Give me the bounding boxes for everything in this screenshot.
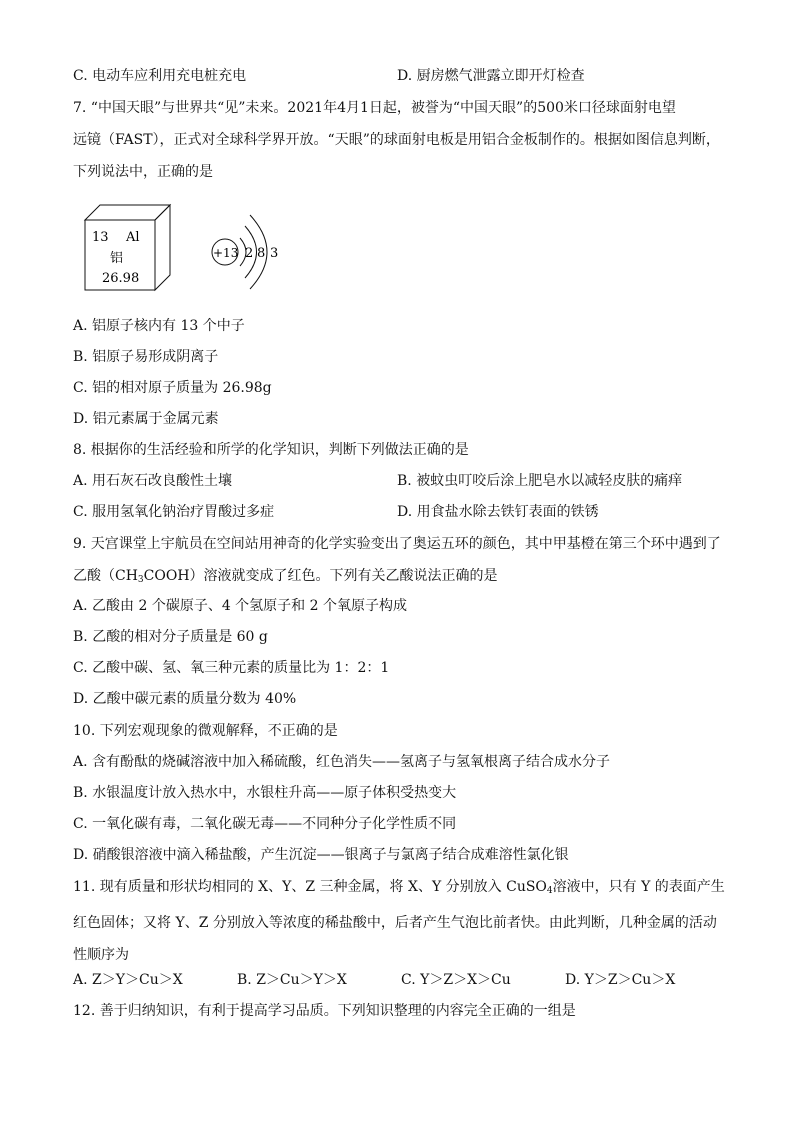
q8-option-b[interactable]: B. 被蚊虫叮咬后涂上肥皂水以减轻皮肤的痛痒 — [397, 473, 683, 489]
q11-options — [73, 970, 733, 990]
q9-option-d[interactable]: D. 乙酸中碳元素的质量分数为 40% — [73, 691, 297, 707]
q9-option-b[interactable]: B. 乙酸的相对分子质量是 60 g — [73, 629, 268, 645]
element-and-atom-diagram — [80, 200, 300, 300]
q12-stem: 12. 善于归纳知识，有利于提高学习品质。下列知识整理的内容完全正确的一组是 — [73, 1003, 576, 1019]
q10-option-c[interactable]: C. 一氧化碳有毒，二氧化碳无毒——不同种分子化学性质不同 — [73, 816, 457, 832]
q9-option-c[interactable]: C. 乙酸中碳、氢、氧三种元素的质量比为 1：2：1 — [73, 660, 390, 676]
q10-stem: 10. 下列宏观现象的微观解释，不正确的是 — [73, 723, 338, 739]
shell-electrons-2: 8 — [257, 246, 266, 261]
q8-options-row-2 — [73, 502, 733, 522]
q11-option-b[interactable]: B. Z＞Cu＞Y＞X — [237, 972, 347, 988]
q8-option-c[interactable]: C. 服用氢氧化钠治疗胃酸过多症 — [73, 504, 275, 520]
q9-option-a[interactable]: A. 乙酸由 2 个碳原子、4 个氢原子和 2 个氧原子构成 — [73, 598, 407, 614]
q8-options-row-1 — [73, 471, 733, 491]
q9-stem — [73, 528, 741, 596]
q8-stem: 8. 根据你的生活经验和所学的化学知识，判断下列做法正确的是 — [73, 442, 469, 458]
q6-options — [73, 66, 733, 86]
q11-stem-line-1a: 11. 现有质量和形状均相同的 X、Y、Z 三种金属，将 X、Y 分别放入 CuSO — [73, 879, 547, 895]
element-symbol: Al — [126, 230, 140, 245]
q9-stem-line-2a: 乙酸（CH — [73, 568, 138, 584]
q6-option-c[interactable]: C. 电动车应利用充电桩充电 — [73, 68, 247, 84]
q7-stem — [73, 92, 741, 188]
element-atomic-number: 13 — [92, 230, 109, 245]
element-name: 铝 — [110, 251, 124, 266]
q10-option-d[interactable]: D. 硝酸银溶液中滴入稀盐酸，产生沉淀——银离子与氯离子结合成难溶性氯化银 — [73, 847, 569, 863]
q9-stem-line-2 — [73, 560, 741, 596]
q10-option-b[interactable]: B. 水银温度计放入热水中，水银柱升高——原子体积受热变大 — [73, 785, 457, 801]
q11-stem-line-1 — [73, 871, 741, 907]
q11-stem — [73, 871, 741, 971]
q7-option-c[interactable]: C. 铝的相对原子质量为 26.98g — [73, 380, 272, 396]
element-atomic-mass: 26.98 — [102, 271, 140, 286]
formula-subscript: 4 — [546, 886, 553, 896]
q9-stem-line-2b: COOH）溶液就变成了红色。下列有关乙酸说法正确的是 — [143, 568, 498, 584]
element-cell-cube — [85, 205, 170, 290]
q8-option-a[interactable]: A. 用石灰石改良酸性土壤 — [73, 473, 233, 489]
q11-stem-line-3: 性顺序为 — [73, 947, 129, 963]
q7-stem-line-1: 7. “中国天眼”与世界共“见”未来。2021年4月1日起，被誉为“中国天眼”的500米口径球面射电望 — [73, 100, 676, 116]
q7-option-a[interactable]: A. 铝原子核内有 13 个中子 — [73, 318, 245, 334]
q11-option-d[interactable]: D. Y＞Z＞Cu＞X — [565, 972, 676, 988]
q8-option-d[interactable]: D. 用食盐水除去铁钉表面的铁锈 — [397, 504, 599, 520]
q6-option-d[interactable]: D. 厨房燃气泄露立即开灯检查 — [397, 68, 585, 84]
shell-electrons-1: 2 — [245, 246, 254, 261]
q7-option-b[interactable]: B. 铝原子易形成阴离子 — [73, 349, 219, 365]
q7-stem-line-2: 远镜（FAST），正式对全球科学界开放。“天眼”的球面射电板是用铝合金板制作的。根据如图信息判断， — [73, 132, 720, 148]
q11-stem-line-1b: 溶液中，只有 Y 的表面产生 — [552, 879, 725, 895]
aluminum-figure — [80, 200, 300, 300]
q7-option-d[interactable]: D. 铝元素属于金属元素 — [73, 411, 219, 427]
shell-electrons-3: 3 — [270, 246, 279, 261]
q11-stem-line-2: 红色固体；又将 Y、Z 分别放入等浓度的稀盐酸中，后者产生气泡比前者快。由此判断，几种金属的活动 — [73, 915, 717, 931]
q9-stem-line-1: 9. 天宫课堂上宇航员在空间站用神奇的化学实验变出了奥运五环的颜色，其中甲基橙在第三个环中遇到了 — [73, 536, 721, 552]
nucleus-charge: +13 — [213, 246, 239, 260]
q11-option-a[interactable]: A. Z＞Y＞Cu＞X — [73, 972, 183, 988]
q10-option-a[interactable]: A. 含有酚酞的烧碱溶液中加入稀硫酸，红色消失——氢离子与氢氧根离子结合成水分子 — [73, 754, 611, 770]
q11-option-c[interactable]: C. Y＞Z＞X＞Cu — [401, 972, 511, 988]
atom-structure-diagram — [212, 215, 278, 289]
formula-subscript: 3 — [137, 575, 144, 585]
q7-stem-line-3: 下列说法中，正确的是 — [73, 164, 213, 180]
